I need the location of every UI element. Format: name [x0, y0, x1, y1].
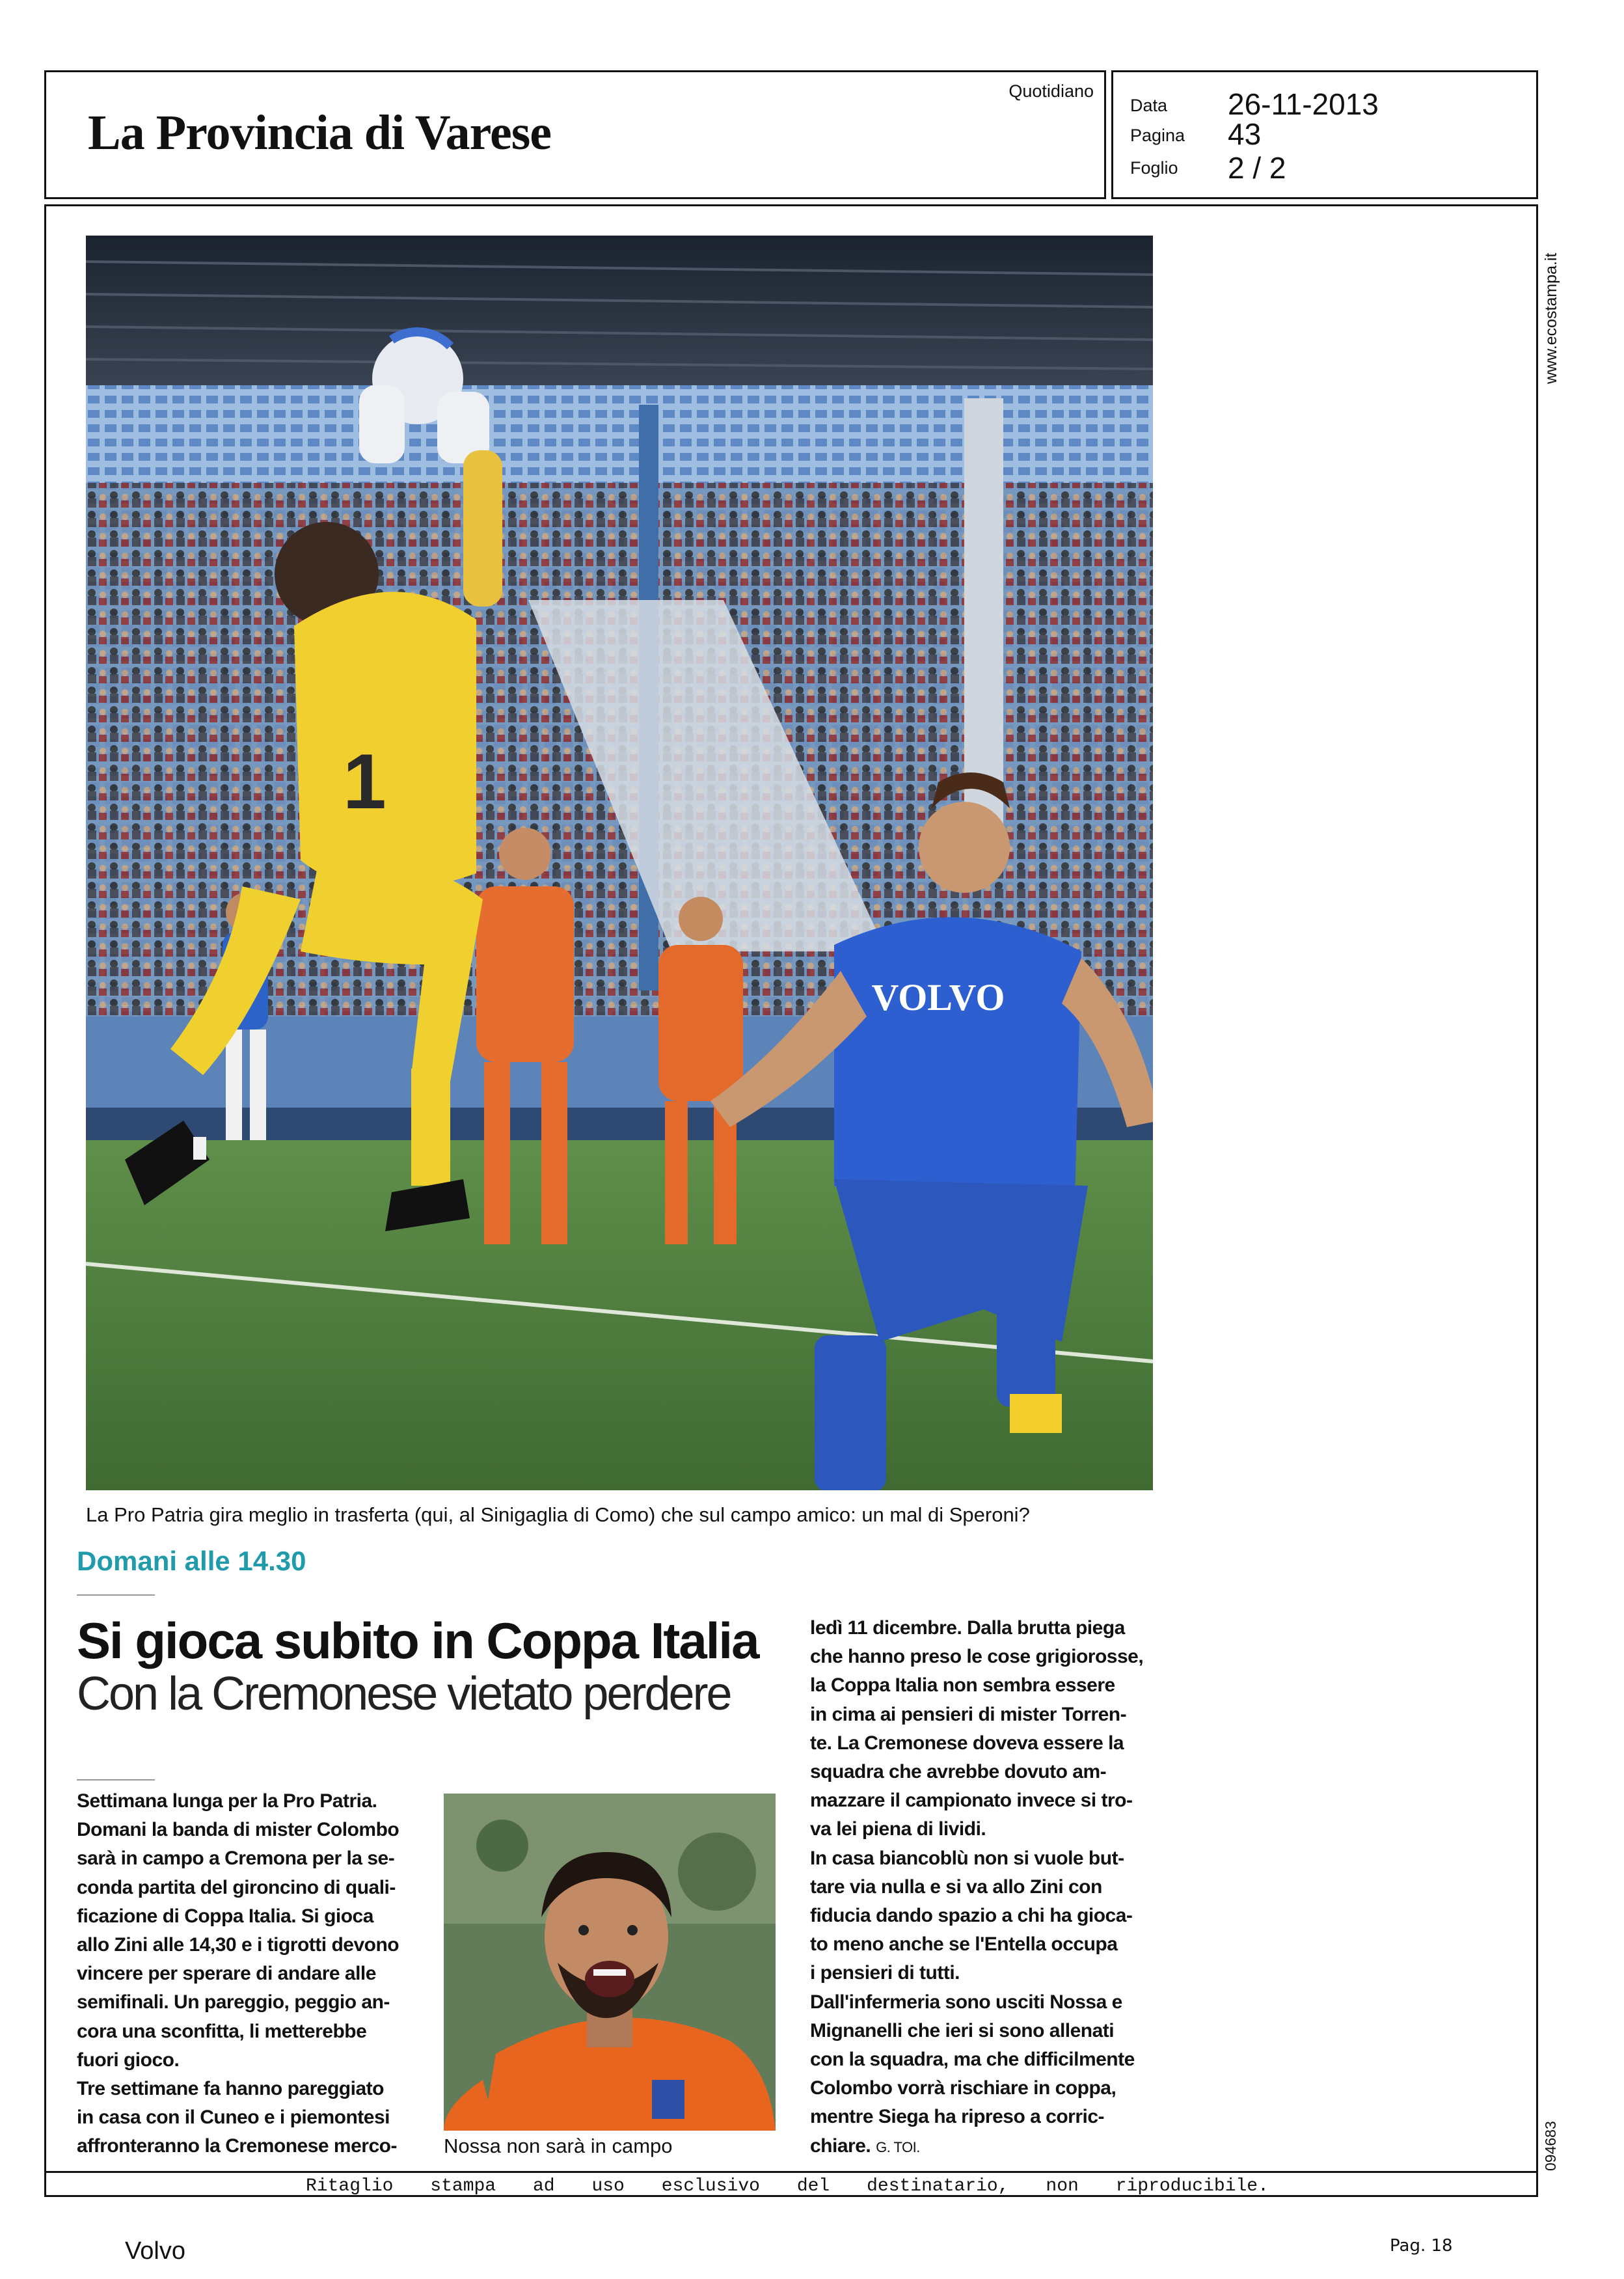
col3-line: mazzare il campionato invece si tro-: [810, 1790, 1133, 1812]
small-photo: [444, 1794, 776, 2131]
col3-line: ledì 11 dicembre. Dalla brutta piega: [810, 1617, 1125, 1639]
meta-value-data: 26-11-2013: [1228, 87, 1379, 121]
article-column-1: [77, 1787, 422, 2161]
col3-line: In casa biancoblù non si vuole but-: [810, 1847, 1124, 1869]
article-title: Si gioca subito in Coppa Italia: [77, 1612, 759, 1669]
article-kicker: Domani alle 14.30: [77, 1546, 306, 1576]
disclaimer-word: riproducibile.: [1115, 2176, 1269, 2196]
col3-line: fiducia dando spazio a chi ha gioca-: [810, 1905, 1133, 1927]
sponsor-text: VOLVO: [871, 976, 1005, 1018]
col3-line: Dall'infermeria sono usciti Nossa e: [810, 1991, 1122, 2013]
col1-line: Domani la banda di mister Colombo: [77, 1819, 399, 1841]
small-photo-illustration: [444, 1794, 776, 2131]
meta-label-data: Data: [1130, 96, 1168, 115]
col3-line: i pensieri di tutti.: [810, 1962, 960, 1984]
header-masthead-box: [44, 70, 1106, 199]
col1-line: cora una sconfitta, li metterebbe: [77, 2020, 367, 2042]
col1-line: affronteranno la Cremonese merco-: [77, 2135, 397, 2157]
col3-line: che hanno preso le cose grigiorosse,: [810, 1646, 1144, 1668]
col3-line: Mignanelli che ieri si sono allenati: [810, 2019, 1115, 2041]
footer-page-number: Pag. 18: [1390, 2236, 1453, 2256]
gk-jersey-number: 1: [343, 738, 386, 825]
header-meta-box: [1111, 70, 1538, 199]
col3-line: Colombo vorrà rischiare in coppa,: [810, 2077, 1116, 2099]
disclaimer-word: uso: [591, 2176, 625, 2196]
masthead-title: La Provincia di Varese: [88, 105, 552, 160]
col3-line: tare via nulla e si va allo Zini con: [810, 1876, 1102, 1898]
disclaimer-divider: [44, 2171, 1538, 2173]
side-code: 094683: [1542, 2121, 1559, 2171]
photo-caption: La Pro Patria gira meglio in trasferta (qui, al Sinigaglia di Como) che sul campo amico: un mal di Speroni?: [86, 1503, 1030, 1526]
col3-line: con la squadra, ma che difficilmente: [810, 2049, 1135, 2071]
small-photo-caption: Nossa non sarà in campo: [444, 2135, 673, 2157]
col1-line: Tre settimane fa hanno pareggiato: [77, 2078, 384, 2100]
article-column-3: [810, 1614, 1161, 2162]
publication-type: Quotidiano: [1008, 81, 1094, 101]
col1-line: Settimana lunga per la Pro Patria.: [77, 1790, 377, 1812]
disclaimer: [306, 2176, 1269, 2196]
disclaimer-word: non: [1046, 2176, 1079, 2196]
col3-line: va lei piena di lividi.: [810, 1818, 986, 1840]
body-divider: [77, 1779, 155, 1781]
col1-line: sarà in campo a Cremona per la se-: [77, 1848, 395, 1870]
main-photo-illustration: [86, 236, 1153, 1490]
col3-line: la Coppa Italia non sembra essere: [810, 1674, 1115, 1697]
col1-line: conda partita del gironcino di quali-: [77, 1876, 396, 1898]
meta-label-foglio: Foglio: [1130, 158, 1178, 178]
side-url: www.ecostampa.it: [1542, 252, 1560, 384]
meta-value-foglio: 2 / 2: [1228, 151, 1286, 185]
col1-line: ficazione di Coppa Italia. Si gioca: [77, 1905, 373, 1927]
meta-value-pagina: 43: [1228, 117, 1262, 151]
col3-line: to meno anche se l'Entella occupa: [810, 1933, 1118, 1956]
col3-line: in cima ai pensieri di mister Torren-: [810, 1703, 1127, 1725]
disclaimer-word: del: [796, 2176, 830, 2196]
kicker-divider: [77, 1594, 155, 1596]
col1-line: vincere per sperare di andare alle: [77, 1963, 376, 1985]
meta-label-pagina: Pagina: [1130, 126, 1185, 145]
disclaimer-word: Ritaglio: [306, 2176, 394, 2196]
footer-brand: Volvo: [125, 2237, 185, 2265]
col3-line: squadra che avrebbe dovuto am-: [810, 1761, 1107, 1783]
col1-line: fuori gioco.: [77, 2049, 180, 2071]
disclaimer-word: esclusivo: [661, 2176, 760, 2196]
col3-line: te. La Cremonese doveva essere la: [810, 1732, 1124, 1754]
col1-line: semifinali. Un pareggio, peggio an-: [77, 1991, 390, 2013]
disclaimer-word: stampa: [430, 2176, 496, 2196]
col1-line: allo Zini alle 14,30 e i tigrotti devono: [77, 1934, 399, 1956]
col1-line: in casa con il Cuneo e i piemontesi: [77, 2107, 390, 2129]
col3-line: mentre Siega ha ripreso a corric-: [810, 2106, 1105, 2128]
main-photo: [86, 236, 1153, 1490]
article-subtitle: Con la Cremonese vietato perdere: [77, 1668, 731, 1720]
col3-line: chiare.: [810, 2135, 871, 2157]
col3-last-line: [810, 2132, 1161, 2162]
disclaimer-word: destinatario,: [867, 2176, 1009, 2196]
article-signature: G. TOI.: [876, 2138, 920, 2155]
disclaimer-word: ad: [532, 2176, 555, 2196]
